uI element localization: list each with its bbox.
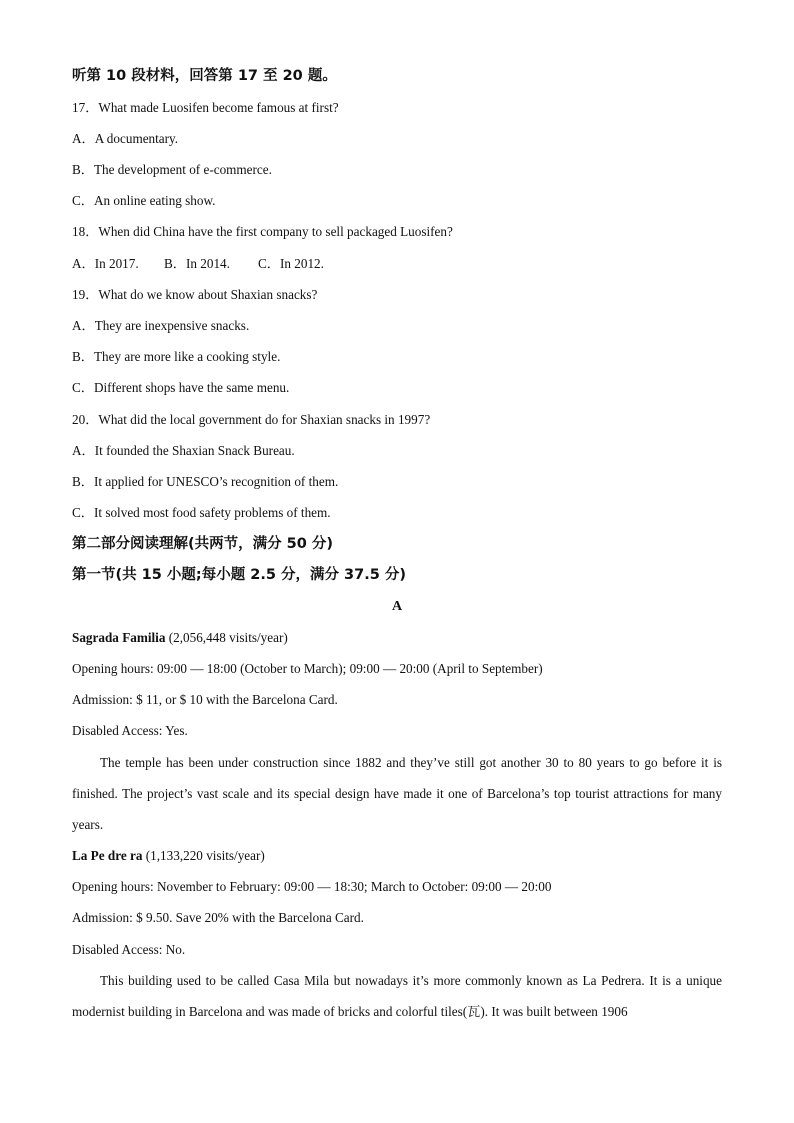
q20-option-b: B．It applied for UNESCO’s recognition of them. xyxy=(72,474,339,489)
q19-option-a: A．They are inexpensive snacks. xyxy=(72,318,250,333)
q17-option-b: B．The development of e-commerce. xyxy=(72,162,272,177)
q20-option-a: A．It founded the Shaxian Snack Bureau. xyxy=(72,443,295,458)
q17-option-c: C．An online eating show. xyxy=(72,193,216,208)
q18-option-a: A．In 2017. xyxy=(72,256,139,271)
q18-options xyxy=(72,255,324,273)
q19-option-c: C．Different shops have the same menu. xyxy=(72,380,290,395)
pedrera-name: La Pe dre ra xyxy=(72,848,143,863)
sagrada-name: Sagrada Familia xyxy=(72,630,166,645)
sagrada-description: The temple has been under construction since 1882 and they’ve still got another 30 to 80 years to go before it is finished. The project’s vast scale and its special design have made it one of Barcelona’s top tourist attractions for many years. xyxy=(72,755,722,833)
question-20: 20．What did the local government do for Shaxian snacks in 1997? xyxy=(72,412,431,427)
question-18: 18．When did China have the first company to sell packaged Luosifen? xyxy=(72,224,453,239)
sagrada-access: Disabled Access: Yes. xyxy=(72,723,188,738)
sagrada-title-line xyxy=(72,629,288,647)
sagrada-hours: Opening hours: 09:00 — 18:00 (October to March); 09:00 — 20:00 (April to September) xyxy=(72,661,543,676)
sagrada-visits: (2,056,448 visits/year) xyxy=(165,630,288,645)
q18-option-c: C．In 2012. xyxy=(258,256,324,271)
pedrera-visits: (1,133,220 visits/year) xyxy=(142,848,265,863)
q20-option-c: C．It solved most food safety problems of them. xyxy=(72,505,331,520)
pedrera-description: This building used to be called Casa Mila but nowadays it’s more commonly known as La Pedrera. It is a unique modernist building in Barcelona and was made of bricks and colorful tiles(瓦). It was built between 1906 xyxy=(72,973,722,1020)
section1-heading: 第一节(共 15 小题;每小题 2.5 分，满分 37.5 分) xyxy=(72,567,406,583)
passage-label: A xyxy=(391,599,403,614)
pedrera-access: Disabled Access: No. xyxy=(72,942,186,957)
q18-option-b: B．In 2014. xyxy=(164,256,230,271)
q19-option-b: B．They are more like a cooking style. xyxy=(72,349,281,364)
pedrera-admission: Admission: $ 9.50. Save 20% with the Barcelona Card. xyxy=(72,910,364,925)
pedrera-title-line xyxy=(72,847,265,865)
listening-heading: 听第 10 段材料，回答第 17 至 20 题。 xyxy=(72,68,337,84)
pedrera-hours: Opening hours: November to February: 09:00 — 18:30; March to October: 09:00 — 20:00 xyxy=(72,879,552,894)
part2-heading: 第二部分阅读理解(共两节，满分 50 分) xyxy=(72,536,334,552)
sagrada-admission: Admission: $ 11, or $ 10 with the Barcelona Card. xyxy=(72,692,338,707)
question-17: 17．What made Luosifen become famous at first? xyxy=(72,100,339,115)
q17-option-a: A．A documentary. xyxy=(72,131,179,146)
question-19: 19．What do we know about Shaxian snacks? xyxy=(72,287,318,302)
